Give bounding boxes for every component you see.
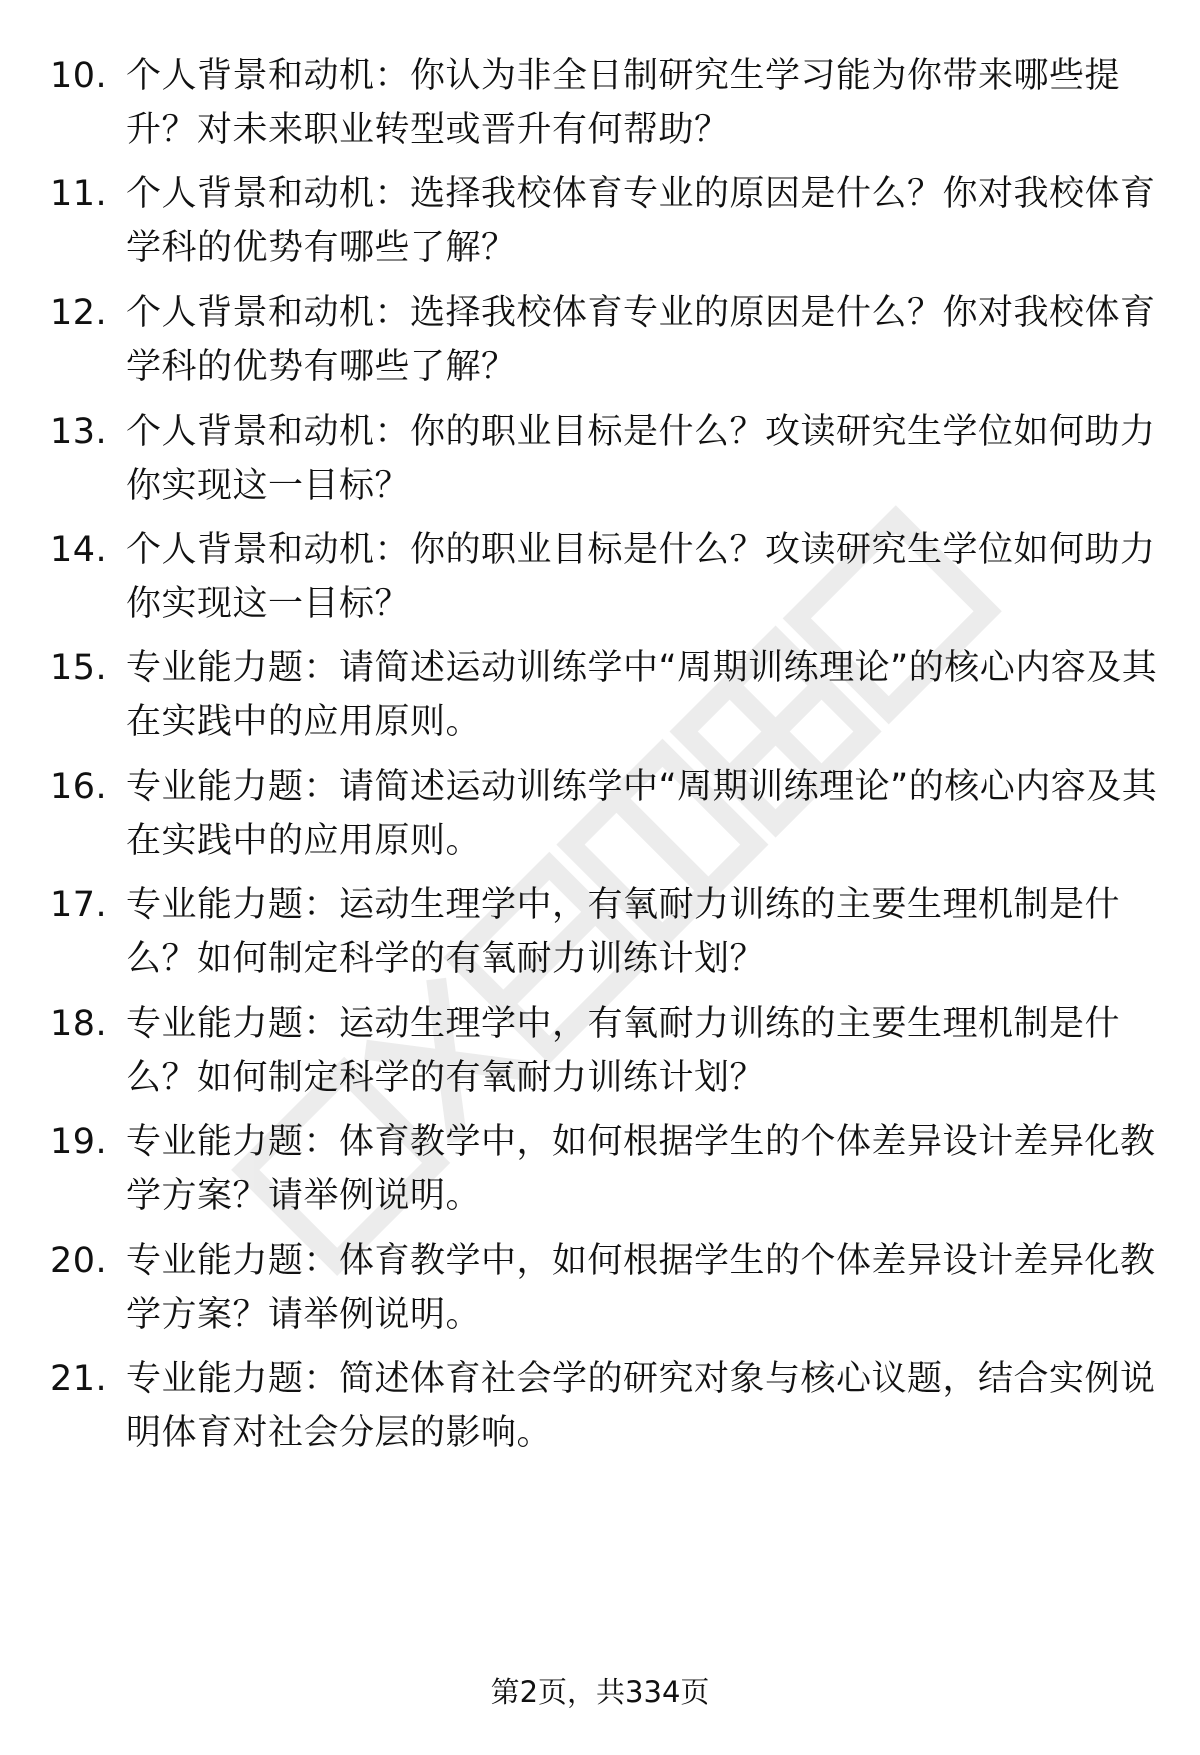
question-text: 专业能力题：简述体育社会学的研究对象与核心议题，结合实例说明体育对社会分层的影响。 [126,1359,1156,1453]
question-text: 个人背景和动机：你的职业目标是什么？攻读研究生学位如何助力你实现这一目标？ [126,530,1156,624]
question-text: 个人背景和动机：选择我校体育专业的原因是什么？你对我校体育学科的优势有哪些了解？ [126,174,1156,268]
page-number: 第2页，共334页 [490,1675,710,1709]
question-number: 19. [50,1122,108,1162]
question-text: 个人背景和动机：你认为非全日制研究生学习能为你带来哪些提升？对未来职业转型或晋升有何帮助？ [126,56,1121,150]
question-text: 专业能力题：运动生理学中，有氧耐力训练的主要生理机制是什么？如何制定科学的有氧耐力训练计划？ [126,885,1121,979]
question-number: 11. [50,174,108,214]
question-text: 专业能力题：体育教学中，如何根据学生的个体差异设计差异化教学方案？请举例说明。 [126,1122,1156,1216]
question-text: 专业能力题：运动生理学中，有氧耐力训练的主要生理机制是什么？如何制定科学的有氧耐力训练计划？ [126,1004,1121,1098]
question-number: 20. [50,1241,108,1281]
question-text: 专业能力题：请简述运动训练学中“周期训练理论”的核心内容及其在实践中的应用原则。 [126,767,1158,861]
question-text: 个人背景和动机：选择我校体育专业的原因是什么？你对我校体育学科的优势有哪些了解？ [126,293,1156,387]
question-number: 12. [50,293,108,333]
question-number: 18. [50,1004,108,1044]
question-number: 10. [50,56,108,96]
question-number: 13. [50,412,108,452]
question-text: 个人背景和动机：你的职业目标是什么？攻读研究生学位如何助力你实现这一目标？ [126,412,1156,506]
question-number: 14. [50,530,108,570]
question-number: 16. [50,767,108,807]
question-number: 15. [50,648,108,688]
question-text: 专业能力题：请简述运动训练学中“周期训练理论”的核心内容及其在实践中的应用原则。 [126,648,1158,742]
question-number: 17. [50,885,108,925]
question-number: 21. [50,1359,108,1399]
question-text: 专业能力题：体育教学中，如何根据学生的个体差异设计差异化教学方案？请举例说明。 [126,1241,1156,1335]
